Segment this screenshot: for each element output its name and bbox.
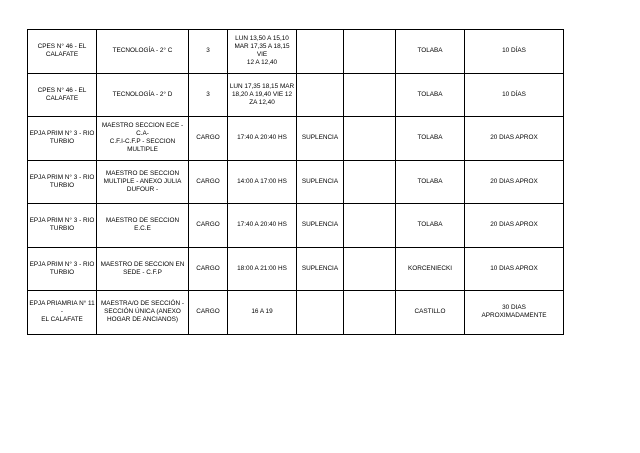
cell-situacion xyxy=(297,73,344,117)
table-body xyxy=(28,30,564,335)
cell-duracion xyxy=(465,247,564,291)
cell-horario xyxy=(228,30,297,74)
establecimiento-text: EPJA PRIM N° 3 - RIO TURBIO xyxy=(29,217,95,233)
table-row xyxy=(28,117,564,161)
docente-text: TOLABA xyxy=(417,177,443,185)
cell-vacio xyxy=(344,291,396,335)
horario-text: 16 A 19 xyxy=(251,308,273,316)
cell-cargo xyxy=(97,73,189,117)
cell-tipo xyxy=(189,73,228,117)
cell-docente xyxy=(396,247,465,291)
duracion-text: 10 DIAS APROX xyxy=(490,264,538,272)
docente-text: KORCENIECKI xyxy=(407,264,453,272)
duracion-text: 20 DIAS APROX xyxy=(490,221,538,229)
tipo-text: 3 xyxy=(206,90,210,98)
cell-tipo xyxy=(189,291,228,335)
vacancy-table xyxy=(27,29,564,335)
table-row xyxy=(28,247,564,291)
table-row xyxy=(28,291,564,335)
cell-situacion xyxy=(297,247,344,291)
cell-situacion xyxy=(297,160,344,204)
cell-establecimiento xyxy=(28,73,97,117)
duracion-text: 20 DIAS APROX xyxy=(490,177,538,185)
table-row xyxy=(28,204,564,248)
cell-duracion xyxy=(465,73,564,117)
docente-text: TOLABA xyxy=(417,90,443,98)
cargo-text: TECNOLOGÍA - 2° D xyxy=(112,90,173,98)
situacion-text: SUPLENCIA xyxy=(301,264,339,272)
establecimiento-text: EPJA PRIAMRIA N° 11 - EL CALAFATE xyxy=(29,300,95,324)
tipo-text: CARGO xyxy=(196,308,220,316)
cell-vacio xyxy=(344,160,396,204)
cell-docente xyxy=(396,30,465,74)
horario-text: 18:00 A 21:00 HS xyxy=(237,264,287,272)
cell-tipo xyxy=(189,30,228,74)
establecimiento-text: EPJA PRIM N° 3 - RIO TURBIO xyxy=(29,260,95,276)
table-row xyxy=(28,160,564,204)
cell-cargo xyxy=(97,30,189,74)
establecimiento-text: CPES N° 46 - EL CALAFATE xyxy=(37,86,87,102)
cell-situacion xyxy=(297,291,344,335)
cell-vacio xyxy=(344,204,396,248)
cell-establecimiento xyxy=(28,160,97,204)
cell-cargo xyxy=(97,204,189,248)
cell-establecimiento xyxy=(28,30,97,74)
cell-situacion xyxy=(297,204,344,248)
tipo-text: CARGO xyxy=(196,221,220,229)
cargo-text: TECNOLOGÍA - 2° C xyxy=(112,47,173,55)
situacion-text: SUPLENCIA xyxy=(301,177,339,185)
tipo-text: CARGO xyxy=(196,264,220,272)
cell-duracion xyxy=(465,30,564,74)
tipo-text: 3 xyxy=(206,47,210,55)
horario-text: 14:00 A 17:00 HS xyxy=(237,177,287,185)
cell-cargo xyxy=(97,117,189,161)
cargo-text: MAESTRO SECCION ECE -C.A- C.F.I-C.F.P - SECCION MULTIPLE xyxy=(101,122,184,154)
cell-vacio xyxy=(344,73,396,117)
cell-tipo xyxy=(189,204,228,248)
tipo-text: CARGO xyxy=(196,177,220,185)
cell-situacion xyxy=(297,30,344,74)
docente-text: TOLABA xyxy=(417,134,443,142)
establecimiento-text: EPJA PRIM N° 3 - RIO TURBIO xyxy=(29,130,95,146)
cell-duracion xyxy=(465,291,564,335)
cell-cargo xyxy=(97,247,189,291)
cell-vacio xyxy=(344,117,396,161)
docente-text: CASTILLO xyxy=(414,308,446,316)
cell-duracion xyxy=(465,160,564,204)
establecimiento-text: CPES N° 46 - EL CALAFATE xyxy=(37,43,87,59)
tipo-text: CARGO xyxy=(196,134,220,142)
cell-horario xyxy=(228,160,297,204)
cell-horario xyxy=(228,247,297,291)
cell-vacio xyxy=(344,30,396,74)
cell-tipo xyxy=(189,247,228,291)
cell-situacion xyxy=(297,117,344,161)
cell-duracion xyxy=(465,117,564,161)
duracion-text: 10 DÍAS xyxy=(502,47,526,55)
situacion-text: SUPLENCIA xyxy=(301,221,339,229)
horario-text: 17:40 A 20:40 HS xyxy=(237,134,287,142)
cargo-text: MAESTRO DE SECCION MULTIPLE - ANEXO JULIA DUFOUR - xyxy=(103,169,182,193)
cell-duracion xyxy=(465,204,564,248)
cargo-text: MAESTRO DE SECCION EN SEDE - C.F.P xyxy=(100,260,185,276)
duracion-text: 30 DIAS APROXIMADAMENTE xyxy=(481,304,547,320)
cell-establecimiento xyxy=(28,204,97,248)
cargo-text: MAESTRO DE SECCION E.C.E xyxy=(105,217,180,233)
establecimiento-text: EPJA PRIM N° 3 - RIO TURBIO xyxy=(29,173,95,189)
docente-text: TOLABA xyxy=(417,47,443,55)
cell-cargo xyxy=(97,291,189,335)
cell-establecimiento xyxy=(28,117,97,161)
cell-tipo xyxy=(189,117,228,161)
situacion-text: SUPLENCIA xyxy=(301,134,339,142)
cell-cargo xyxy=(97,160,189,204)
horario-text: LUN 13,50 A 15,10 MAR 17,35 A 18,15 VIE 12 A 12,40 xyxy=(234,35,290,67)
cell-horario xyxy=(228,291,297,335)
cell-docente xyxy=(396,160,465,204)
cargo-text: MAESTRA/O DE SECCIÓN - SECCIÓN ÚNICA (ANEXO HOGAR DE ANCIANOS) xyxy=(100,300,185,324)
duracion-text: 10 DÍAS xyxy=(502,90,526,98)
cell-horario xyxy=(228,117,297,161)
cell-establecimiento xyxy=(28,247,97,291)
table-row xyxy=(28,30,564,74)
cell-tipo xyxy=(189,160,228,204)
docente-text: TOLABA xyxy=(417,221,443,229)
horario-text: 17:40 A 20:40 HS xyxy=(237,221,287,229)
cell-docente xyxy=(396,117,465,161)
table-row xyxy=(28,73,564,117)
horario-text: LUN 17,35 18,15 MAR 18,20 A 19,40 VIE 12 ZA 12,40 xyxy=(229,82,295,106)
cell-docente xyxy=(396,291,465,335)
duracion-text: 20 DIAS APROX xyxy=(490,134,538,142)
cell-horario xyxy=(228,204,297,248)
cell-docente xyxy=(396,204,465,248)
cell-horario xyxy=(228,73,297,117)
cell-establecimiento xyxy=(28,291,97,335)
cell-docente xyxy=(396,73,465,117)
cell-vacio xyxy=(344,247,396,291)
